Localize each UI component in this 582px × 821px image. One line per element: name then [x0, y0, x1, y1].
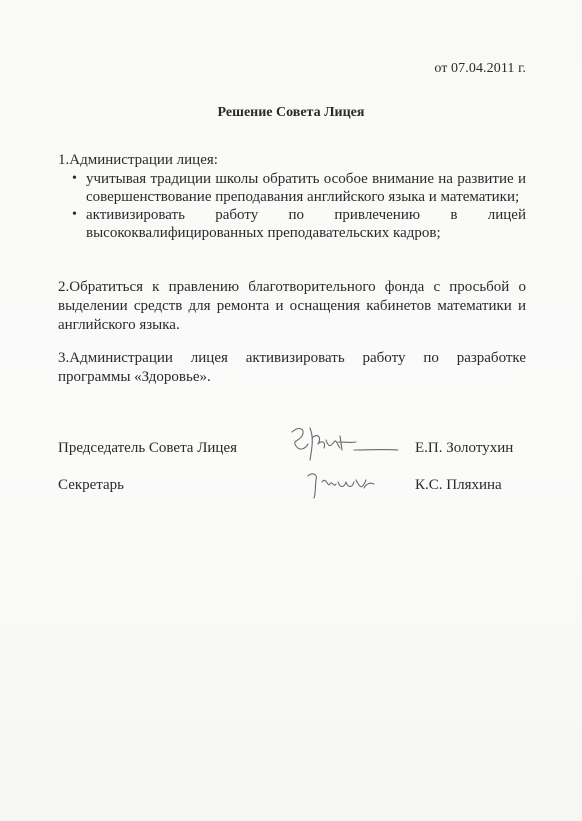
- chair-name: Е.П. Золотухин: [415, 440, 514, 456]
- bullet-icon: •: [72, 207, 77, 222]
- bullet-text: учитывая традиции школы обратить особое внимание на развитие и совершенствование преподавания английского языка и математики;: [86, 171, 526, 205]
- item-3-paragraph: 3.Администрации лицея активизировать работу по разработке программы «Здоровье».: [58, 350, 526, 385]
- item-1-bullet-list: [58, 170, 526, 242]
- document-date: от 07.04.2011 г.: [434, 61, 526, 76]
- bullet-icon: •: [72, 171, 77, 186]
- secretary-label: Секретарь: [58, 477, 125, 493]
- chair-label: Председатель Совета Лицея: [58, 440, 238, 456]
- secretary-name: К.С. Пляхина: [415, 477, 502, 493]
- item-2-paragraph: 2.Обратиться к правлению благотворительного фонда с просьбой о выделении средств для ремонта и оснащения кабинетов математики и английского языка.: [58, 279, 526, 333]
- document-title: Решение Совета Лицея: [217, 105, 365, 120]
- list-item: [58, 170, 526, 206]
- bullet-text: активизировать работу по привлечению в лицей высококвалифицированных преподавательских кадров;: [86, 207, 526, 241]
- item-1-heading: 1.Администрации лицея:: [58, 152, 218, 168]
- handwritten-signatures: [282, 418, 402, 508]
- list-item: [58, 206, 526, 242]
